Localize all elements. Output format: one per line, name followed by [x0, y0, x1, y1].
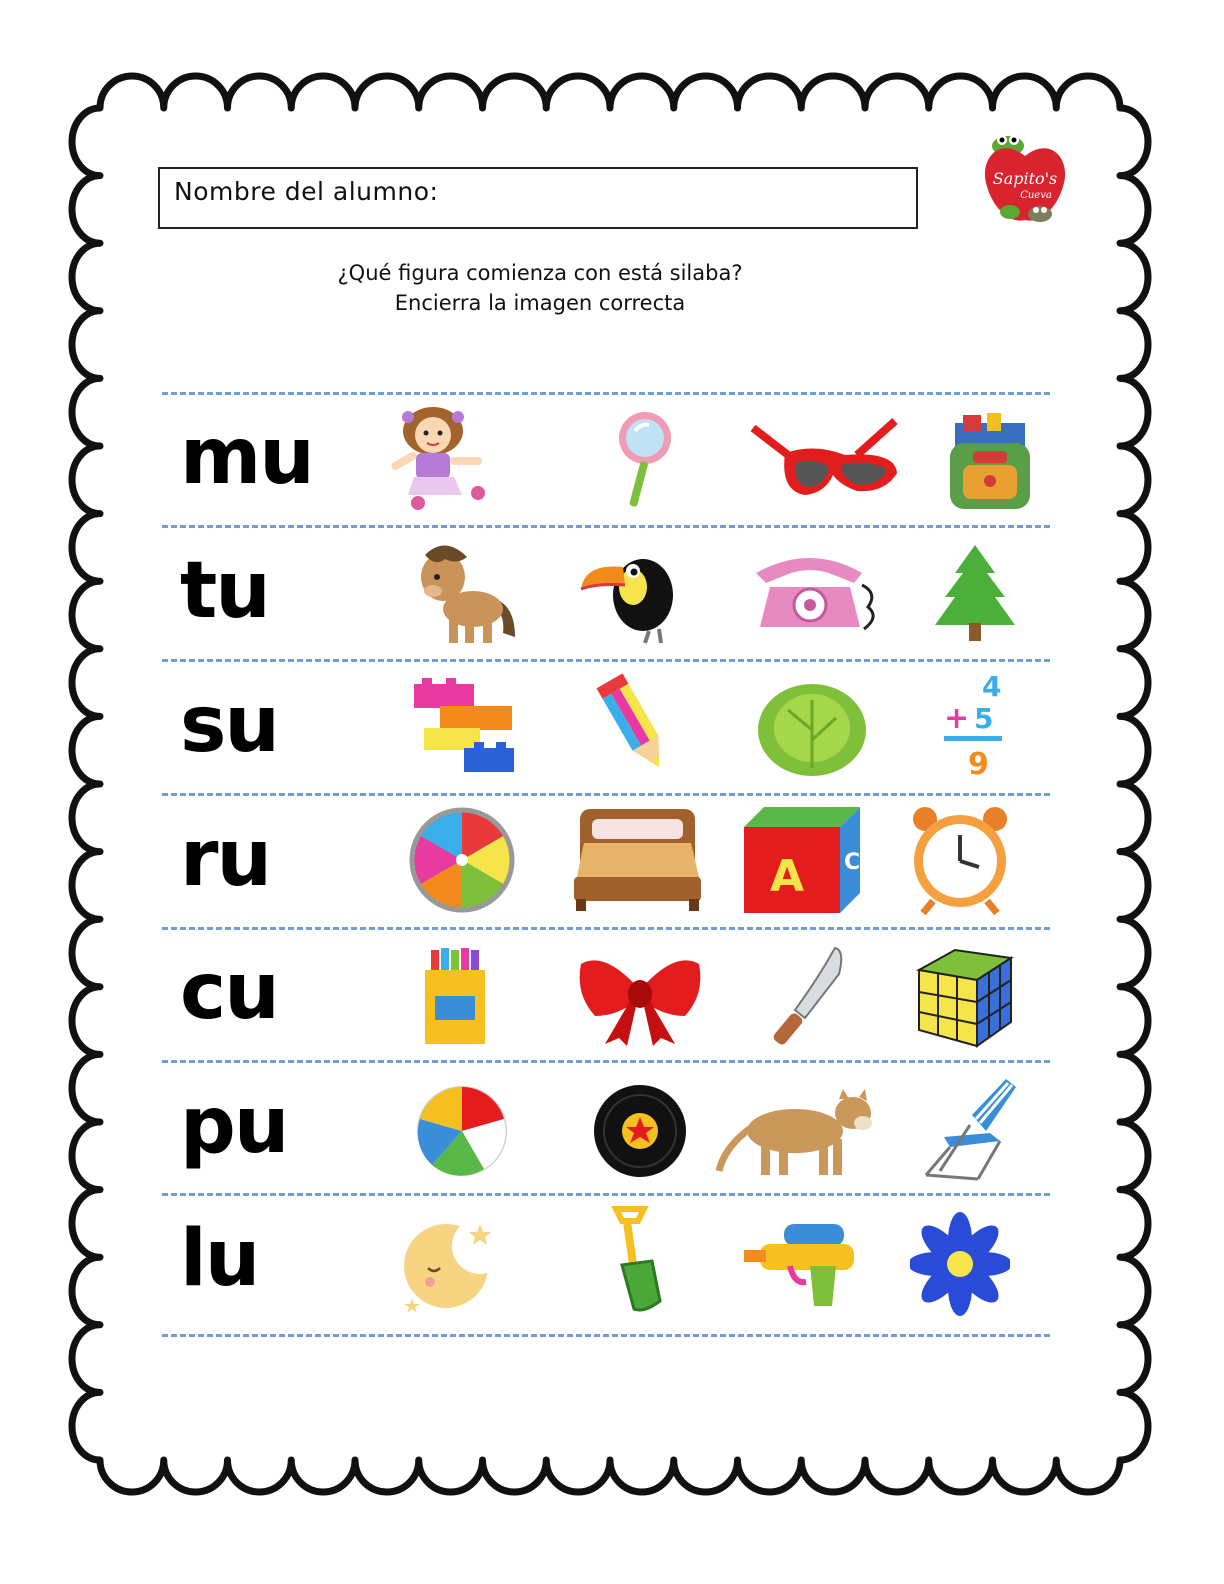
pine-tree-icon[interactable]: [925, 537, 1025, 647]
moon-icon[interactable]: [400, 1210, 500, 1320]
logo-subtext: Cueva: [1020, 190, 1052, 201]
syllable-cu: cu: [180, 947, 278, 1037]
crayon-box-icon[interactable]: [405, 940, 505, 1050]
syllable-ru: ru: [180, 814, 270, 904]
row-divider: [162, 793, 1050, 796]
student-name-field[interactable]: [158, 167, 918, 229]
telephone-icon[interactable]: [750, 537, 885, 647]
row-divider: [162, 525, 1050, 528]
svg-text:+: +: [944, 701, 970, 736]
shovel-icon[interactable]: [600, 1205, 685, 1315]
letter-cube-icon[interactable]: [740, 805, 860, 915]
svg-text:A: A: [770, 851, 805, 902]
magnifying-glass-icon[interactable]: [585, 403, 705, 513]
vinyl-record-icon[interactable]: [588, 1075, 693, 1185]
row-divider: [162, 1060, 1050, 1063]
svg-text:4: 4: [982, 670, 1002, 703]
instruction-question: ¿Qué figura comienza con está silaba?: [337, 261, 743, 285]
puma-icon[interactable]: [715, 1075, 880, 1185]
alarm-clock-icon[interactable]: [905, 805, 1015, 915]
backpack-icon[interactable]: [935, 403, 1045, 513]
svg-text:C: C: [844, 850, 860, 875]
sunglasses-icon[interactable]: [745, 403, 905, 513]
syllable-su: su: [180, 680, 278, 770]
syllable-pu: pu: [180, 1081, 288, 1171]
rubiks-cube-icon[interactable]: [915, 940, 1015, 1050]
row-divider: [162, 1334, 1050, 1337]
student-name-label: Nombre del alumno:: [174, 177, 439, 206]
syllable-tu: tu: [180, 546, 269, 636]
beach-chair-icon[interactable]: [920, 1075, 1020, 1185]
beach-ball-icon[interactable]: [410, 1075, 515, 1185]
instructions: [300, 258, 780, 318]
knife-icon[interactable]: [765, 940, 855, 1050]
row-divider: [162, 659, 1050, 662]
bed-icon[interactable]: [570, 805, 705, 915]
flower-icon[interactable]: [910, 1210, 1010, 1320]
syllable-mu: mu: [180, 412, 313, 502]
row-divider: [162, 392, 1050, 395]
svg-text:9: 9: [968, 747, 989, 780]
toucan-icon[interactable]: [575, 537, 695, 647]
bow-icon[interactable]: [575, 940, 705, 1050]
pony-icon[interactable]: [405, 537, 525, 647]
doll-icon[interactable]: [378, 403, 498, 513]
svg-text:5: 5: [974, 702, 994, 735]
roulette-wheel-icon[interactable]: [400, 805, 520, 915]
instruction-task: Encierra la imagen correcta: [394, 291, 686, 315]
addition-icon[interactable]: [930, 670, 1020, 780]
sapitos-logo: [980, 128, 1070, 228]
pencil-icon[interactable]: [590, 670, 680, 780]
cabbage-icon[interactable]: [750, 670, 870, 780]
toy-blocks-icon[interactable]: [410, 670, 520, 780]
row-divider: [162, 1193, 1050, 1196]
water-gun-icon[interactable]: [740, 1210, 865, 1320]
logo-text: Sapito's: [992, 169, 1058, 188]
row-divider: [162, 927, 1050, 930]
syllable-lu: lu: [180, 1214, 259, 1304]
